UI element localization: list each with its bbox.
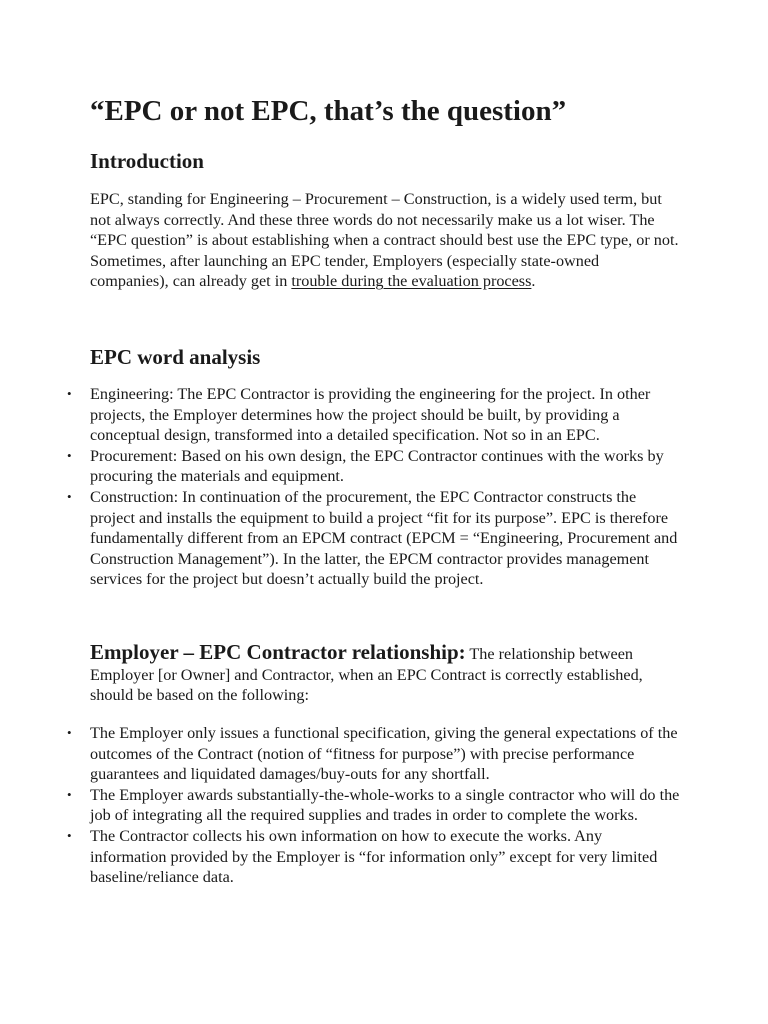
list-item xyxy=(67,785,682,826)
list-item-text: Construction: In continuation of the procurement, the EPC Contractor constructs the project and installs the equipment to build a project “fit for its purpose”. EPC is therefore fundamentally different from an EPCM contract (EPCM = “Engineering, Procurement and Construction Management”). In the latter, the EPCM contractor provides management services for the project but doesn’t actually build the project. xyxy=(90,487,678,589)
list-item xyxy=(67,487,682,590)
bullet-icon: • xyxy=(67,386,72,401)
list-item-text: The Employer only issues a functional specification, giving the general expectations of the outcomes of the Contract (notion of “fitness for purpose”) with precise performance guarantees and liquidated damages/buy-outs for any shortfall. xyxy=(90,724,678,784)
relationship-heading: Employer – EPC Contractor relationship: xyxy=(90,640,466,664)
list-item-text: The Employer awards substantially-the-whole-works to a single contractor who will do the job of integrating all the required supplies and trades in order to complete the works. xyxy=(90,785,680,825)
list-item xyxy=(67,446,682,487)
relationship-list xyxy=(67,723,682,888)
list-item xyxy=(67,723,682,785)
page-title: “EPC or not EPC, that’s the question” xyxy=(90,95,567,127)
list-item xyxy=(67,826,682,888)
introduction-text-end: . xyxy=(531,272,536,291)
word-analysis-list xyxy=(67,384,682,590)
introduction-heading: Introduction xyxy=(90,149,204,173)
bullet-icon: • xyxy=(67,447,72,463)
word-analysis-heading: EPC word analysis xyxy=(90,345,261,369)
list-item-text: The Contractor collects his own information on how to execute the works. Any information provided by the Employer is “for information only” except for very limited baseline/reliance data. xyxy=(90,826,658,887)
bullet-icon: • xyxy=(67,488,72,504)
introduction-text: EPC, standing for Engineering – Procurement – Construction, is a widely used term, but not always correctly. And these three words do not necessarily make us a lot wiser. The “EPC question” is about establishing when a contract should best use the EPC type, or not. Sometimes, after launching an EPC tender, Employers (especially state-owned companies), can already get in xyxy=(90,190,679,291)
list-item-text: Engineering: The EPC Contractor is providing the engineering for the project. In other projects, the Employer determines how the project should be built, by providing a conceptual design, transformed into a detailed specification. Not so in an EPC. xyxy=(90,385,651,445)
bullet-icon: • xyxy=(67,725,72,740)
evaluation-process-link[interactable]: trouble during the evaluation process xyxy=(291,272,532,291)
bullet-icon: • xyxy=(67,786,72,802)
introduction-paragraph xyxy=(90,189,680,292)
list-item xyxy=(67,384,682,446)
relationship-intro-text: The relationship between Employer [or Owner] and Contractor, when an EPC Contract is correctly established, should be based on the following: xyxy=(90,645,643,705)
relationship-paragraph xyxy=(90,642,670,706)
list-item-text: Procurement: Based on his own design, the EPC Contractor continues with the works by procuring the materials and equipment. xyxy=(90,446,664,486)
bullet-icon: • xyxy=(67,827,72,843)
